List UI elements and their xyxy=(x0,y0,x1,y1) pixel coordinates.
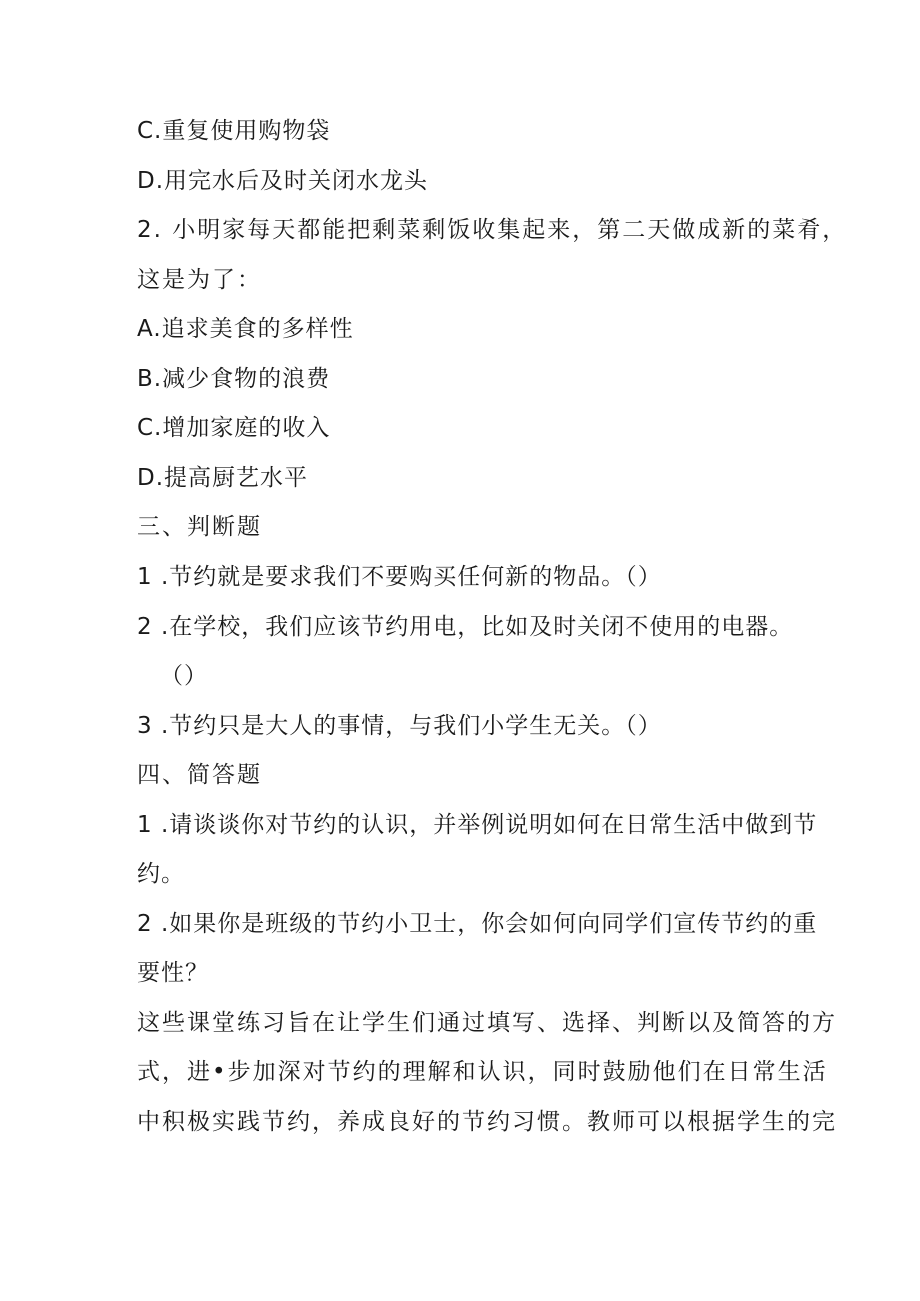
option-c-line: C.重复使用购物袋 xyxy=(137,118,331,144)
judgment-item-2-line-2: （） xyxy=(160,663,208,689)
summary-paragraph-line-1: 这些课堂练习旨在让学生们通过填写、选择、判断以及简答的方 xyxy=(137,1010,837,1036)
question-2-line-1: 2. 小明家每天都能把剩菜剩饭收集起来，第二天做成新的菜肴， xyxy=(137,217,848,243)
summary-paragraph-line-3: 中积极实践节约，养成良好的节约习惯。教师可以根据学生的完 xyxy=(137,1109,837,1135)
option-c-line-2: C.增加家庭的收入 xyxy=(137,415,331,441)
judgment-item-3: 3 .节约只是大人的事情，与我们小学生无关。（） xyxy=(137,713,662,739)
short-answer-2-line-1: 2 .如果你是班级的节约小卫士，你会如何向同学们宣传节约的重 xyxy=(137,911,818,937)
section-heading-short-answer: 四、简答题 xyxy=(137,762,262,788)
option-b-line: B.减少食物的浪费 xyxy=(137,366,331,392)
option-d-line: D.用完水后及时关闭水龙头 xyxy=(137,168,429,194)
summary-paragraph-line-2: 式，进•步加深对节约的理解和认识，同时鼓励他们在日常生活 xyxy=(137,1059,828,1085)
section-heading-judgment: 三、判断题 xyxy=(137,514,262,540)
option-a-line: A.追求美食的多样性 xyxy=(137,316,354,342)
short-answer-2-line-2: 要性？ xyxy=(137,960,209,986)
judgment-item-1: 1 .节约就是要求我们不要购买任何新的物品。（） xyxy=(137,564,662,590)
short-answer-1-line-2: 约。 xyxy=(137,861,185,887)
short-answer-1-line-1: 1 .请谈谈你对节约的认识，并举例说明如何在日常生活中做到节 xyxy=(137,812,818,838)
question-2-line-2: 这是为了： xyxy=(137,267,262,293)
option-d-line-2: D.提高厨艺水平 xyxy=(137,465,309,491)
judgment-item-2-line-1: 2 .在学校，我们应该节约用电，比如及时关闭不使用的电器。 xyxy=(137,614,794,640)
